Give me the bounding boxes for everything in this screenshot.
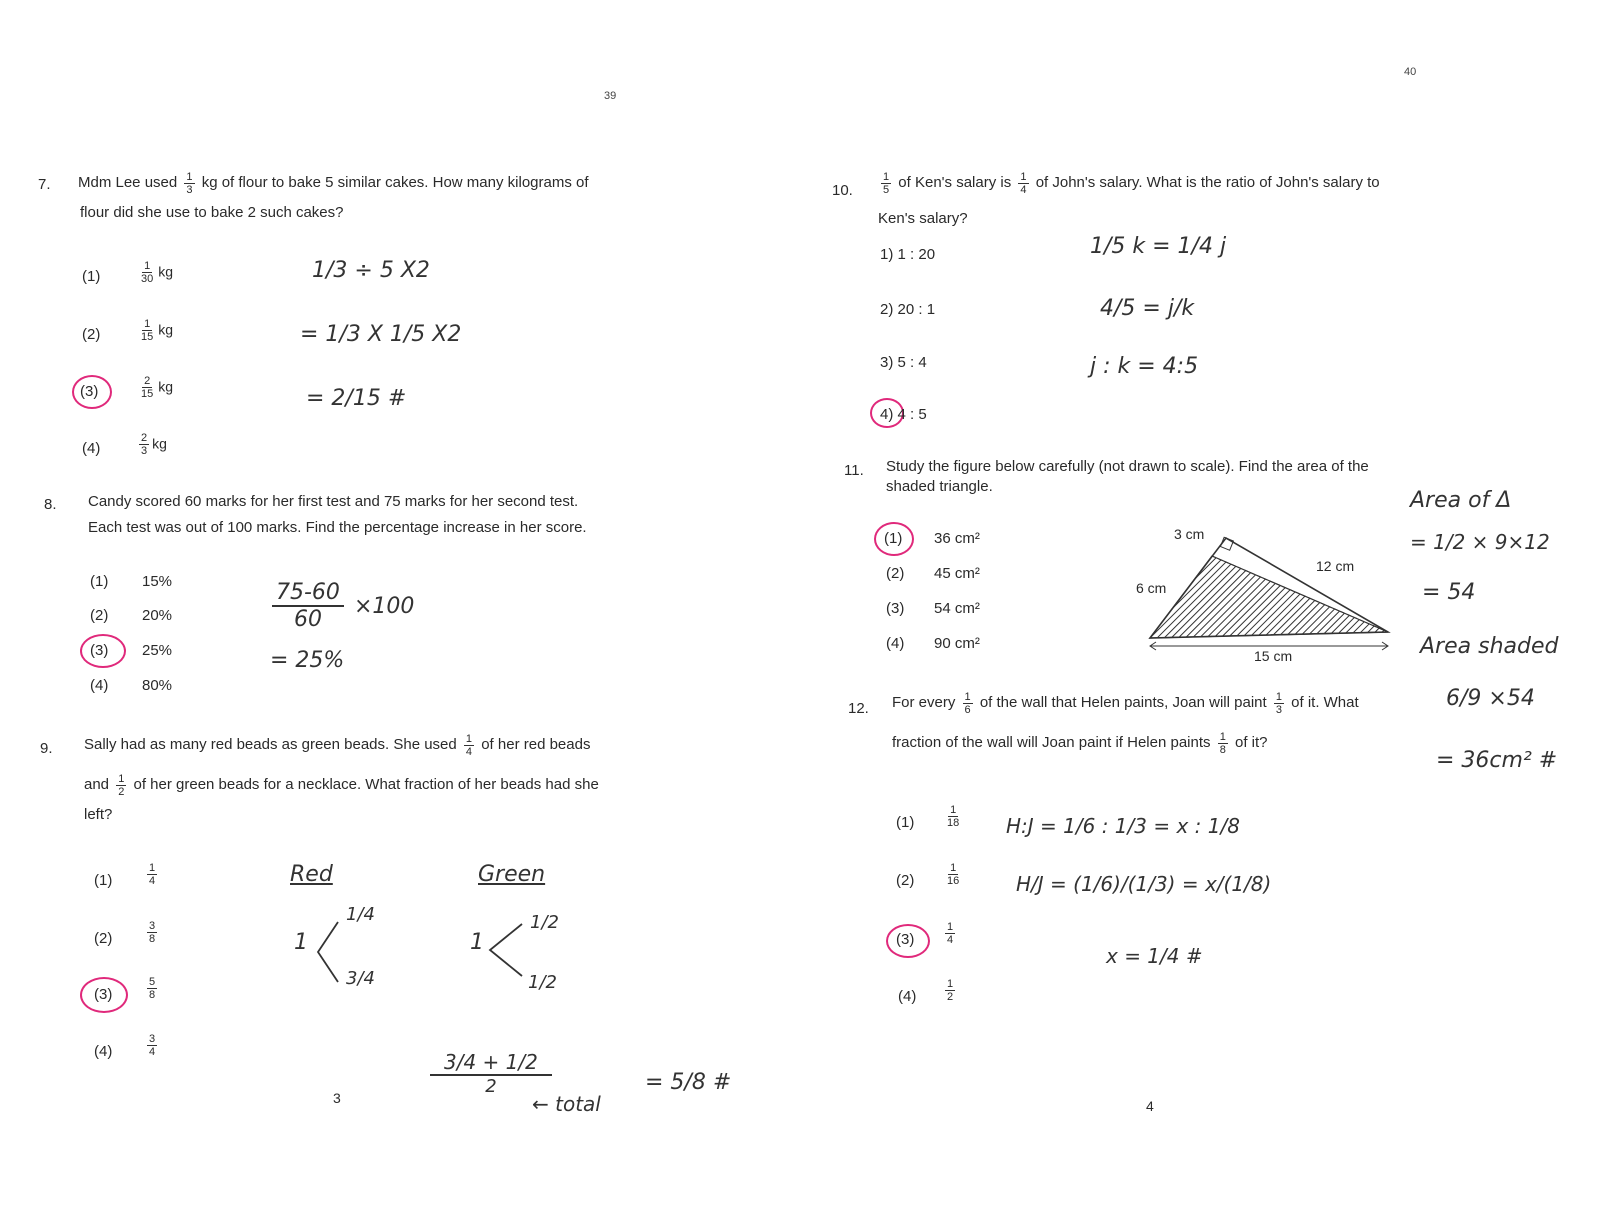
q9-working-green: Green: [478, 862, 546, 887]
page-number-top: 40: [1404, 66, 1417, 78]
q12-option-4[interactable]: (4): [898, 988, 917, 1005]
q7-option-1-value: $\frac{1}{30}$ kg: [141, 260, 174, 285]
q7-working-line-2: = 1/3 X 1/5 X2: [300, 322, 462, 347]
q8-option-2-value: 20%: [142, 607, 173, 624]
q11-option-2-value: 45 cm²: [934, 565, 980, 582]
q12-working-line-3: x = 1/4 #: [1106, 944, 1203, 968]
q12-option-2[interactable]: (2): [896, 872, 915, 889]
question-10-line-2: Ken's salary?: [878, 210, 968, 227]
question-9-line-3: left?: [84, 806, 113, 823]
q7-option-2[interactable]: (2): [82, 326, 101, 343]
q9-option-1[interactable]: (1): [94, 872, 113, 889]
q11-option-4-value: 90 cm²: [934, 635, 980, 652]
q9-working-total-note: ← total: [532, 1092, 601, 1116]
q12-option-2-value: $\frac{1}{16}$: [947, 862, 960, 887]
q7-option-3[interactable]: (3): [80, 383, 99, 400]
question-7-number: 7.: [38, 176, 51, 193]
q7-option-2-value: $\frac{1}{15}$ kg: [141, 318, 174, 343]
q8-option-1-value: 15%: [142, 573, 173, 590]
q9-working-result: = 5/8 #: [645, 1070, 732, 1095]
q8-option-3[interactable]: (3): [90, 642, 109, 659]
question-7-line-2: flour did she use to bake 2 such cakes?: [80, 204, 344, 221]
q11-label-right: 12 cm: [1316, 558, 1355, 574]
left-page: [0, 0, 790, 1228]
question-12-number: 12.: [848, 700, 869, 717]
q11-working-line-1: Area of Δ: [1410, 488, 1512, 513]
q10-option-4[interactable]: 4) 4 : 5: [880, 406, 927, 423]
question-9-number: 9.: [40, 740, 53, 757]
question-9-line-1: Sally had as many red beads as green beads. She used $\frac{1}{4}$ of her red beads: [84, 732, 591, 758]
q11-working-line-3: = 54: [1422, 580, 1476, 605]
question-11-line-2: shaded triangle.: [886, 478, 993, 495]
question-11-number: 11.: [844, 462, 864, 479]
q8-option-1[interactable]: (1): [90, 573, 109, 590]
q7-option-4-value: $\frac{2}{3}$ kg: [141, 432, 167, 457]
q8-working-result: = 25%: [270, 648, 345, 673]
question-12-line-2: fraction of the wall will Joan paint if Helen paints $\frac{1}{8}$ of it?: [892, 730, 1268, 756]
q11-working-line-5: 6/9 ×54: [1446, 686, 1535, 711]
question-8-number: 8.: [44, 496, 57, 513]
q9-option-1-value: $\frac{1}{4}$: [149, 862, 156, 887]
question-8-line-1: Candy scored 60 marks for her first test and 75 marks for her second test.: [88, 493, 579, 510]
q10-option-3[interactable]: 3) 5 : 4: [880, 354, 927, 371]
question-11-line-1: Study the figure below carefully (not drawn to scale). Find the area of the: [886, 458, 1369, 475]
q9-working-red: Red: [290, 862, 333, 887]
q10-working-line-1: 1/5 k = 1/4 j: [1090, 234, 1227, 259]
q9-red-top: 1/4: [346, 904, 375, 925]
q9-red-whole: 1: [294, 930, 308, 955]
q12-working-line-2: H/J = (1/6)/(1/3) = x/(1/8): [1016, 872, 1272, 896]
q7-working-line-1: 1/3 ÷ 5 X2: [312, 258, 430, 283]
q12-option-3-value: $\frac{1}{4}$: [947, 921, 954, 946]
q9-working-sum: 3/4 + 1/2 2: [430, 1050, 552, 1097]
q9-option-4-value: $\frac{3}{4}$: [149, 1033, 156, 1058]
question-12-line-1: For every $\frac{1}{6}$ of the wall that Helen paints, Joan will paint $\frac{1}{3}$ of it. What: [892, 690, 1359, 716]
q7-option-4[interactable]: (4): [82, 440, 101, 457]
q8-option-2[interactable]: (2): [90, 607, 109, 624]
q11-option-1-value: 36 cm²: [934, 530, 980, 547]
q11-working-line-2: = 1/2 × 9×12: [1410, 530, 1550, 554]
q10-working-line-3: j : k = 4:5: [1090, 354, 1199, 379]
q8-option-4-value: 80%: [142, 677, 173, 694]
question-10-number: 10.: [832, 182, 853, 199]
q9-option-3[interactable]: (3): [94, 986, 113, 1003]
q11-option-1[interactable]: (1): [884, 530, 903, 547]
q9-option-4[interactable]: (4): [94, 1043, 113, 1060]
q7-option-3-value: $\frac{2}{15}$ kg: [141, 375, 174, 400]
q10-working-line-2: 4/5 = j/k: [1100, 296, 1195, 321]
question-9-line-2: and $\frac{1}{2}$ of her green beads for a necklace. What fraction of her beads had she: [84, 772, 599, 798]
q9-option-3-value: $\frac{5}{8}$: [149, 976, 156, 1001]
q9-option-2-value: $\frac{3}{8}$: [149, 920, 156, 945]
q11-label-bottom: 15 cm: [1254, 648, 1293, 664]
q7-option-1[interactable]: (1): [82, 268, 101, 285]
q11-option-4[interactable]: (4): [886, 635, 905, 652]
q12-option-1[interactable]: (1): [896, 814, 915, 831]
q12-working-line-1: H:J = 1/6 : 1/3 = x : 1/8: [1006, 814, 1240, 838]
question-7-line-1: Mdm Lee used $\frac{1}{3}$ kg of flour to bake 5 similar cakes. How many kilograms of: [78, 170, 589, 196]
q9-red-bottom: 3/4: [346, 968, 375, 989]
page-number-bottom: 4: [1146, 1098, 1154, 1114]
question-8-line-2: Each test was out of 100 marks. Find the percentage increase in her score.: [88, 519, 587, 536]
q12-option-3[interactable]: (3): [896, 931, 915, 948]
q9-green-bottom: 1/2: [528, 972, 557, 993]
question-10-line-1: $\frac{1}{5}$ of Ken's salary is $\frac{1}{4}$ of John's salary. What is the ratio of John's salary to: [883, 170, 1380, 196]
q8-option-3-value: 25%: [142, 642, 173, 659]
q11-working-line-4: Area shaded: [1420, 634, 1559, 659]
q8-option-4[interactable]: (4): [90, 677, 109, 694]
q11-option-2[interactable]: (2): [886, 565, 905, 582]
q12-option-1-value: $\frac{1}{18}$: [947, 804, 960, 829]
q11-option-3[interactable]: (3): [886, 600, 905, 617]
q7-working-line-3: = 2/15 #: [306, 386, 407, 411]
q9-green-whole: 1: [470, 930, 484, 955]
q9-green-top: 1/2: [530, 912, 559, 933]
q12-option-4-value: $\frac{1}{2}$: [947, 978, 954, 1003]
q11-label-left: 6 cm: [1136, 580, 1167, 596]
q10-option-2[interactable]: 2) 20 : 1: [880, 301, 936, 318]
q11-working-line-6: = 36cm² #: [1436, 748, 1558, 773]
q8-working-fraction: $\frac{75-60}{60}$ ×100: [272, 580, 414, 632]
page-number-bottom: 3: [333, 1090, 341, 1106]
q10-option-1[interactable]: 1) 1 : 20: [880, 246, 936, 263]
q9-option-2[interactable]: (2): [94, 930, 113, 947]
right-page: [790, 0, 1600, 1228]
q11-label-top: 3 cm: [1174, 526, 1205, 542]
q11-option-3-value: 54 cm²: [934, 600, 980, 617]
question-7-fraction: $\frac{1}{3}$: [186, 170, 193, 196]
page-number-top: 39: [604, 90, 617, 102]
